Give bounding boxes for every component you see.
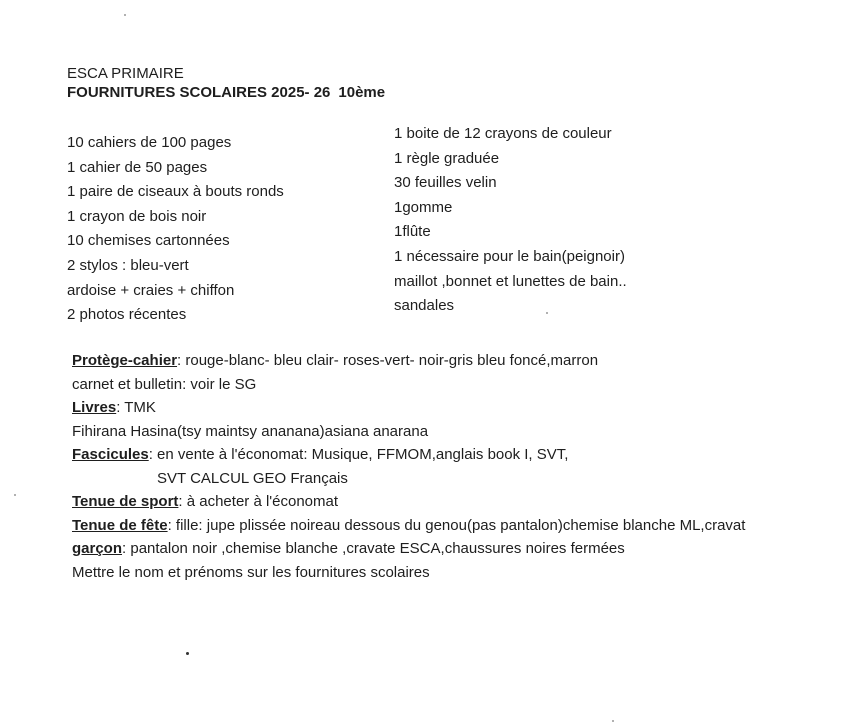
scan-speck [612,720,614,722]
supply-item: 2 stylos : bleu-vert [67,256,189,274]
protege-cahier-text: : rouge-blanc- bleu clair- roses-vert- noir-gris bleu foncé,marron [177,352,599,369]
supply-item: 1 boite de 12 crayons de couleur [394,125,612,142]
livres-text: : TMK [116,399,156,416]
carnet-line: carnet et bulletin: voir le SG [72,375,257,393]
supply-item: 1 paire de ciseaux à bouts ronds [67,183,284,201]
garcon-line [72,537,745,561]
fascicules-label: Fascicules [72,446,149,463]
fete-label: Tenue de fête [72,516,168,534]
supply-item: 2 photos récentes [67,306,187,324]
school-name: ESCA PRIMAIRE [67,65,184,82]
supply-item: 1 cahier de 50 pages [67,158,208,176]
fete-line [72,514,745,538]
supply-item: ardoise + craies + chiffon [67,281,235,299]
sport-label: Tenue de sport [72,493,179,510]
supply-item: 1 crayon de bois noir [67,207,207,225]
fascicules-text: : en vente à l'économat: Musique, FFMOM,anglais book I, SVT, [148,446,569,463]
scan-speck [546,312,548,314]
left-supply-column [67,131,284,328]
scan-speck [14,494,16,496]
supply-item: 1gomme [394,198,453,216]
grade-label: 10ème [338,84,386,101]
garcon-text: : pantalon noir ,chemise blanche ,cravate ESCA,chaussures noires fermées [122,540,625,557]
list-title [67,84,385,102]
supply-item: 1 règle graduée [394,149,500,167]
scan-speck [124,14,126,16]
supply-item: sandales [394,297,455,315]
supply-item: 10 chemises cartonnées [67,232,230,250]
details-section [72,349,745,584]
supply-item: 30 feuilles velin [394,174,497,192]
livres-line [72,396,745,420]
protege-cahier-label: Protège-cahier [72,352,178,369]
supply-item: maillot ,bonnet et lunettes de bain.. [394,272,627,290]
protege-cahier-line [72,349,745,373]
fete-text: : fille: jupe plissée noireau dessous du genou(pas pantalon)chemise blanche ML,cravat [167,516,746,534]
fascicules-line [72,443,745,467]
sport-line [72,490,745,514]
sport-text: : à acheter à l'économat [178,493,339,510]
fascicules-continuation: SVT CALCUL GEO Français [157,469,348,487]
right-supply-column [394,122,627,319]
nom-line: Mettre le nom et prénoms sur les fournitures scolaires [72,563,430,581]
livres-label: Livres [72,399,117,416]
fihirana-line: Fihirana Hasina(tsy maintsy ananana)asiana anarana [72,422,429,440]
supply-item: 10 cahiers de 100 pages [67,134,232,151]
supply-item: 1flûte [394,223,431,241]
supply-item: 1 nécessaire pour le bain(peignoir) [394,247,625,265]
scan-speck [186,652,189,655]
title-text: FOURNITURES SCOLAIRES 2025- 26 [67,84,331,101]
garcon-label: garçon [72,540,123,557]
